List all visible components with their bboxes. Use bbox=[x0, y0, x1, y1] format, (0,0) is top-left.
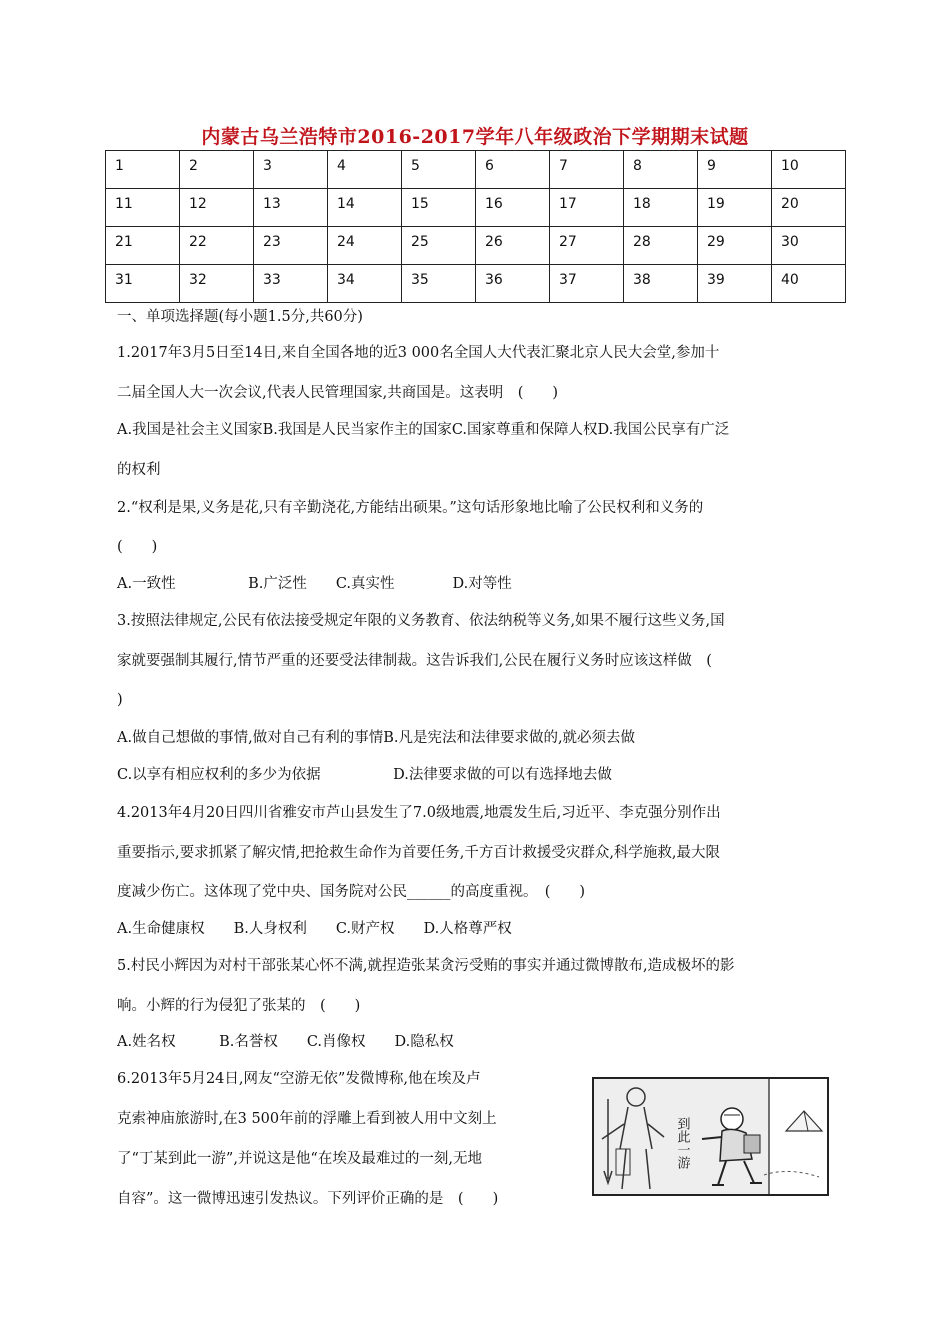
answer-cell: 18 bbox=[624, 189, 698, 227]
answer-cell: 30 bbox=[772, 227, 846, 265]
q6-line2: 克索神庙旅游时,在3 500年前的浮雕上看到被人用中文刻上 bbox=[117, 1111, 497, 1127]
answer-cell: 4 bbox=[328, 151, 402, 189]
q3-line1: 3.按照法律规定,公民有依法接受规定年限的义务教育、依法纳税等义务,如果不履行这些义务,国 bbox=[117, 613, 725, 629]
cartoon-tourist-carving-icon bbox=[594, 1079, 827, 1194]
answer-cell: 22 bbox=[180, 227, 254, 265]
q6-line1: 6.2013年5月24日,网友“空游无依”发微博称,他在埃及卢 bbox=[117, 1071, 481, 1087]
q1-line4: 的权利 bbox=[117, 462, 161, 478]
answer-cell: 6 bbox=[476, 151, 550, 189]
answer-cell: 29 bbox=[698, 227, 772, 265]
answer-cell: 14 bbox=[328, 189, 402, 227]
answer-cell: 26 bbox=[476, 227, 550, 265]
answer-cell: 9 bbox=[698, 151, 772, 189]
answer-cell: 36 bbox=[476, 265, 550, 303]
q4-line2: 重要指示,要求抓紧了解灾情,把抢救生命作为首要任务,千方百计救援受灾群众,科学施救,最大限 bbox=[117, 845, 721, 861]
q6-line4: 自容”。这一微博迅速引发热议。下列评价正确的是 ( ) bbox=[117, 1191, 499, 1207]
answer-cell: 23 bbox=[254, 227, 328, 265]
q5-line1: 5.村民小辉因为对村干部张某心怀不满,就捏造张某贪污受贿的事实并通过微博散布,造成极坏的影 bbox=[117, 958, 735, 974]
answer-grid-row bbox=[106, 189, 846, 227]
answer-cell: 1 bbox=[106, 151, 180, 189]
answer-cell: 13 bbox=[254, 189, 328, 227]
answer-grid bbox=[105, 150, 846, 303]
answer-cell: 37 bbox=[550, 265, 624, 303]
answer-cell: 25 bbox=[402, 227, 476, 265]
q2-line1: 2.“权利是果,义务是花,只有辛勤浇花,方能结出硕果。”这句话形象地比喻了公民权利和义务的 bbox=[117, 500, 704, 516]
answer-cell: 28 bbox=[624, 227, 698, 265]
answer-cell: 19 bbox=[698, 189, 772, 227]
q2-line3: A.一致性 B.广泛性 C.真实性 D.对等性 bbox=[117, 576, 512, 592]
q4-line3: 度减少伤亡。这体现了党中央、国务院对公民______的高度重视。 ( ) bbox=[117, 884, 586, 900]
answer-cell: 10 bbox=[772, 151, 846, 189]
answer-cell: 33 bbox=[254, 265, 328, 303]
answer-cell: 38 bbox=[624, 265, 698, 303]
answer-cell: 5 bbox=[402, 151, 476, 189]
answer-cell: 35 bbox=[402, 265, 476, 303]
answer-cell: 11 bbox=[106, 189, 180, 227]
q5-line2: 响。小辉的行为侵犯了张某的 ( ) bbox=[117, 998, 361, 1014]
answer-cell: 21 bbox=[106, 227, 180, 265]
answer-grid-row bbox=[106, 265, 846, 303]
answer-cell: 40 bbox=[772, 265, 846, 303]
q6-line3: 了“丁某到此一游”,并说这是他“在埃及最难过的一刻,无地 bbox=[117, 1151, 482, 1167]
q3-line3: ) bbox=[117, 692, 123, 708]
answer-cell: 15 bbox=[402, 189, 476, 227]
answer-cell: 3 bbox=[254, 151, 328, 189]
q3-line2: 家就要强制其履行,情节严重的还要受法律制裁。这告诉我们,公民在履行义务时应该这样做 ( bbox=[117, 653, 712, 669]
q3-line5: C.以享有相应权利的多少为依据 D.法律要求做的可以有选择地去做 bbox=[117, 767, 612, 783]
cartoon-figure bbox=[592, 1077, 829, 1196]
answer-grid-row bbox=[106, 151, 846, 189]
answer-cell: 2 bbox=[180, 151, 254, 189]
answer-cell: 20 bbox=[772, 189, 846, 227]
q2-line2: ( ) bbox=[117, 539, 158, 555]
answer-cell: 8 bbox=[624, 151, 698, 189]
answer-cell: 7 bbox=[550, 151, 624, 189]
answer-cell: 39 bbox=[698, 265, 772, 303]
q5-line3: A.姓名权 B.名誉权 C.肖像权 D.隐私权 bbox=[117, 1034, 454, 1050]
answer-cell: 24 bbox=[328, 227, 402, 265]
carved-text: 到此一游 bbox=[674, 1117, 690, 1169]
answer-cell: 17 bbox=[550, 189, 624, 227]
answer-cell: 12 bbox=[180, 189, 254, 227]
page-title: 内蒙古乌兰浩特市2016-2017学年八年级政治下学期期末试题 bbox=[201, 126, 749, 148]
q4-line1: 4.2013年4月20日四川省雅安市芦山县发生了7.0级地震,地震发生后,习近平、李克强分别作出 bbox=[117, 805, 721, 821]
q3-line4: A.做自己想做的事情,做对自己有利的事情B.凡是宪法和法律要求做的,就必须去做 bbox=[117, 730, 636, 746]
q1-line2: 二届全国人大一次会议,代表人民管理国家,共商国是。这表明 ( ) bbox=[117, 385, 559, 401]
answer-cell: 34 bbox=[328, 265, 402, 303]
q4-line4: A.生命健康权 B.人身权利 C.财产权 D.人格尊严权 bbox=[117, 921, 512, 937]
q1-line1: 1.2017年3月5日至14日,来自全国各地的近3 000名全国人大代表汇聚北京人民大会堂,参加十 bbox=[117, 345, 720, 361]
q1-line3: A.我国是社会主义国家B.我国是人民当家作主的国家C.国家尊重和保障人权D.我国公民享有广泛 bbox=[117, 422, 730, 438]
answer-cell: 31 bbox=[106, 265, 180, 303]
answer-cell: 32 bbox=[180, 265, 254, 303]
answer-cell: 27 bbox=[550, 227, 624, 265]
answer-grid-row bbox=[106, 227, 846, 265]
section-heading: 一、单项选择题(每小题1.5分,共60分) bbox=[117, 309, 363, 325]
answer-cell: 16 bbox=[476, 189, 550, 227]
